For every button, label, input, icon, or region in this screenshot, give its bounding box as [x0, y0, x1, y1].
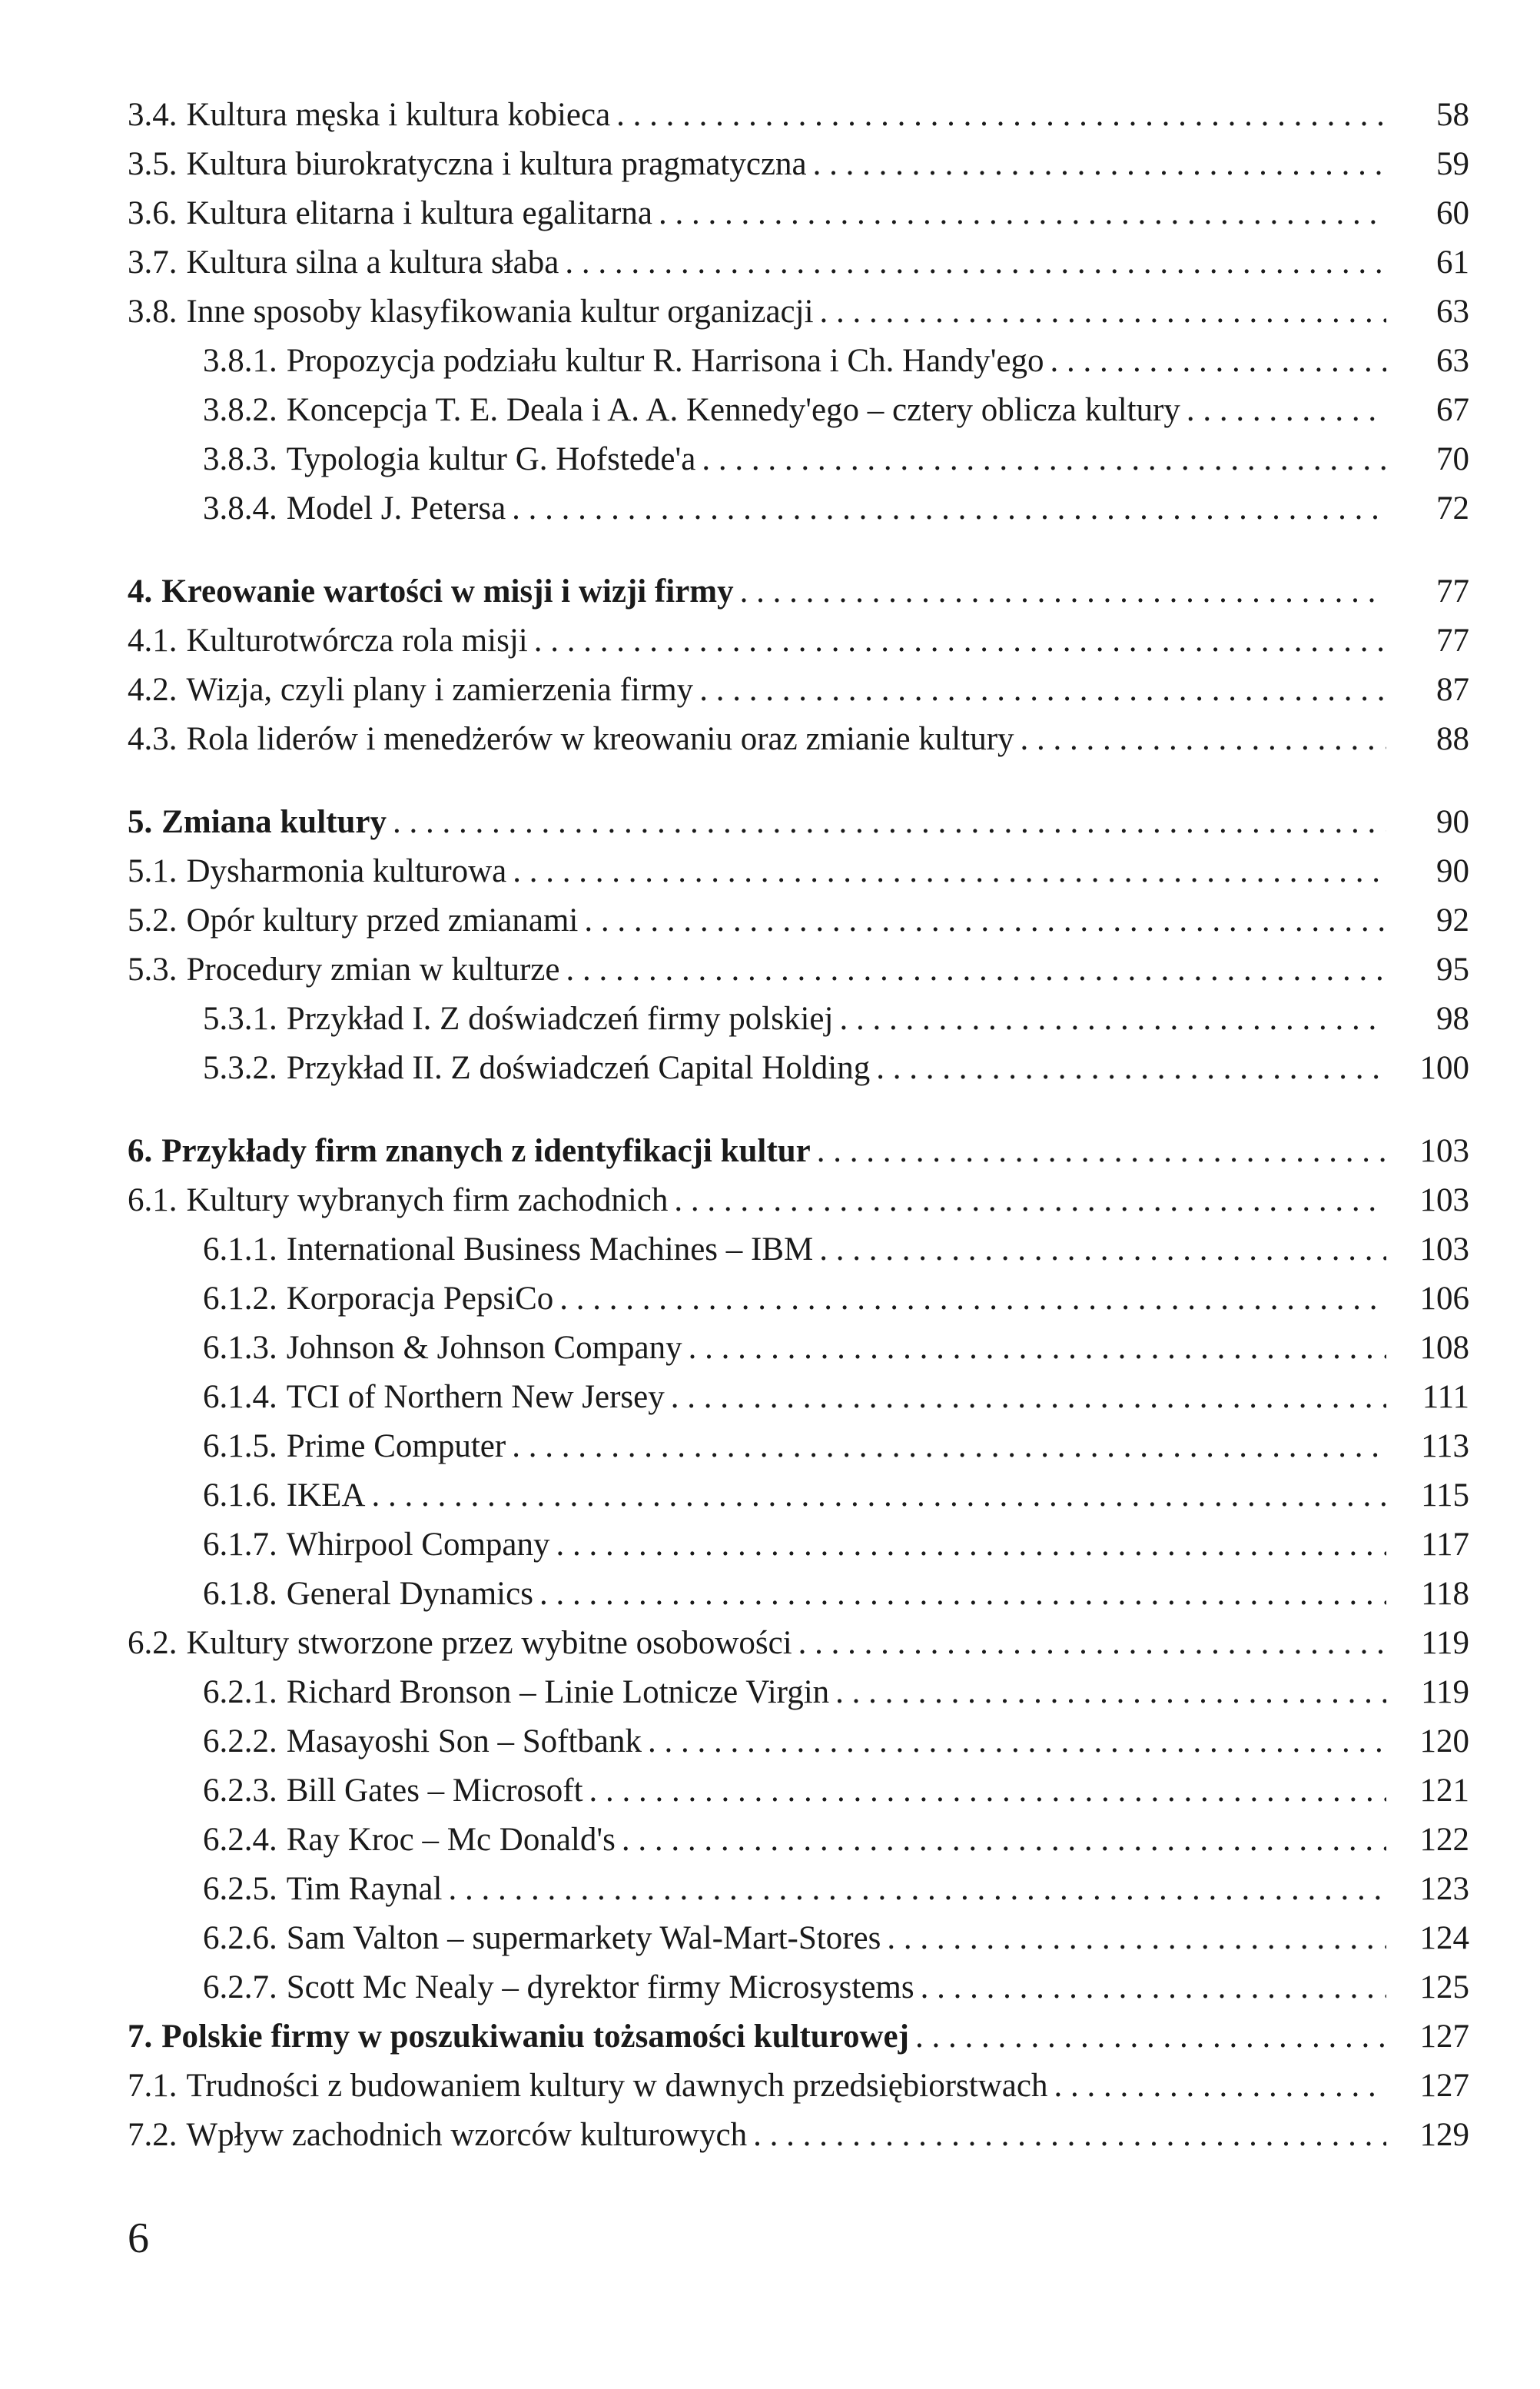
entry-page: 119	[1421, 1674, 1469, 1710]
entry-page: 58	[1436, 97, 1469, 133]
dot-leader	[813, 140, 1386, 189]
entry-number: 5.1.	[128, 853, 178, 889]
dot-leader	[915, 2012, 1386, 2062]
toc-entry	[128, 2111, 1469, 2160]
toc-subentry	[128, 1668, 1469, 1717]
dot-leader	[566, 945, 1386, 995]
entry-number: 4.	[128, 573, 153, 610]
toc-chapter	[128, 1127, 1469, 1176]
entry-page: 120	[1419, 1723, 1469, 1759]
entry-page: 98	[1436, 1001, 1469, 1037]
entry-number: 6.2.	[128, 1625, 178, 1661]
entry-number: 3.7.	[128, 244, 178, 281]
entry-number: 3.4.	[128, 97, 178, 133]
toc-subentry	[128, 435, 1469, 484]
toc-subentry	[128, 1865, 1469, 1914]
toc-subentry	[128, 1225, 1469, 1274]
toc-entry	[128, 287, 1469, 337]
entry-number: 4.1.	[128, 623, 178, 659]
entry-page: 90	[1436, 804, 1469, 840]
entry-page: 60	[1436, 195, 1469, 231]
toc-entry	[128, 896, 1469, 945]
toc-subentry	[128, 1373, 1469, 1422]
entry-title: Procedury zmian w kulturze	[186, 952, 560, 988]
dot-leader	[534, 616, 1386, 666]
dot-leader	[876, 1044, 1386, 1093]
dot-leader	[565, 238, 1386, 287]
dot-leader	[835, 1668, 1386, 1717]
entry-number: 6.2.6.	[203, 1920, 277, 1956]
toc-chapter	[128, 567, 1469, 616]
entry-number: 7.1.	[128, 2068, 178, 2104]
toc-subentry	[128, 1044, 1469, 1093]
dot-leader	[393, 798, 1386, 847]
dot-leader	[753, 2111, 1386, 2160]
dot-leader	[512, 484, 1386, 533]
toc-subentry	[128, 386, 1469, 435]
toc-subentry	[128, 1914, 1469, 1963]
entry-number: 6.1.1.	[203, 1231, 277, 1268]
dot-leader	[1054, 2062, 1386, 2111]
dot-leader	[1050, 337, 1386, 386]
dot-leader	[887, 1914, 1386, 1963]
entry-title: TCI of Northern New Jersey	[286, 1379, 665, 1415]
entry-number: 5.3.	[128, 952, 178, 988]
entry-number: 6.2.1.	[203, 1674, 277, 1710]
page-number: 6	[128, 2215, 149, 2262]
entry-title: Kulturotwórcza rola misji	[186, 623, 528, 659]
entry-page: 121	[1419, 1773, 1469, 1809]
entry-number: 3.8.3.	[203, 441, 277, 477]
dot-leader	[513, 847, 1386, 896]
entry-title: Typologia kultur G. Hofstede'a	[286, 441, 696, 477]
table-of-contents	[128, 91, 1469, 2160]
entry-title: Wizja, czyli plany i zamierzenia firmy	[186, 672, 694, 708]
toc-entry	[128, 847, 1469, 896]
entry-title: Przykłady firm znanych z identyfikacji kultur	[161, 1133, 811, 1169]
entry-page: 129	[1419, 2117, 1469, 2153]
entry-title: International Business Machines – IBM	[286, 1231, 814, 1268]
entry-number: 5.3.2.	[203, 1050, 277, 1086]
toc-entry	[128, 945, 1469, 995]
toc-subentry	[128, 1766, 1469, 1816]
entry-title: Johnson & Johnson Company	[286, 1330, 682, 1366]
entry-title: General Dynamics	[286, 1576, 533, 1612]
toc-entry	[128, 715, 1469, 764]
entry-number: 6.1.	[128, 1182, 178, 1218]
entry-page: 63	[1436, 343, 1469, 379]
dot-leader	[671, 1373, 1386, 1422]
dot-leader	[820, 287, 1386, 337]
entry-title: Scott Mc Nealy – dyrektor firmy Microsystems	[286, 1969, 914, 2005]
toc-subentry	[128, 1471, 1469, 1520]
entry-number: 5.	[128, 804, 153, 840]
entry-number: 6.1.2.	[203, 1281, 277, 1317]
entry-number: 3.6.	[128, 195, 178, 231]
dot-leader	[512, 1422, 1386, 1471]
entry-title: Bill Gates – Microsoft	[286, 1773, 583, 1809]
entry-title: Kultura męska i kultura kobieca	[186, 97, 611, 133]
entry-title: Kultury wybranych firm zachodnich	[186, 1182, 669, 1218]
toc-entry	[128, 140, 1469, 189]
toc-subentry	[128, 995, 1469, 1044]
entry-title: Koncepcja T. E. Deala i A. A. Kennedy'ego – cztery oblicza kultury	[286, 392, 1180, 428]
entry-title: Dysharmonia kulturowa	[186, 853, 507, 889]
entry-title: Przykład II. Z doświadczeń Capital Holding	[286, 1050, 871, 1086]
entry-page: 90	[1436, 853, 1469, 889]
entry-title: Richard Bronson – Linie Lotnicze Virgin	[286, 1674, 830, 1710]
entry-page: 118	[1421, 1576, 1469, 1612]
entry-page: 111	[1422, 1379, 1469, 1415]
entry-number: 6.1.5.	[203, 1428, 277, 1464]
entry-title: Whirpool Company	[286, 1527, 550, 1563]
entry-page: 124	[1419, 1920, 1469, 1956]
toc-chapter	[128, 798, 1469, 847]
entry-number: 3.8.2.	[203, 392, 277, 428]
toc-subentry	[128, 1324, 1469, 1373]
entry-number: 3.8.4.	[203, 490, 277, 527]
entry-page: 72	[1436, 490, 1469, 527]
entry-title: Kultury stworzone przez wybitne osobowości	[186, 1625, 792, 1661]
dot-leader	[659, 189, 1386, 238]
entry-number: 6.1.7.	[203, 1527, 277, 1563]
toc-entry	[128, 189, 1469, 238]
entry-page: 100	[1419, 1050, 1469, 1086]
entry-number: 7.2.	[128, 2117, 178, 2153]
entry-page: 77	[1436, 573, 1469, 610]
entry-title: Masayoshi Son – Softbank	[286, 1723, 642, 1759]
dot-leader	[371, 1471, 1386, 1520]
entry-page: 92	[1436, 902, 1469, 939]
toc-entry	[128, 91, 1469, 140]
entry-title: Kultura elitarna i kultura egalitarna	[186, 195, 653, 231]
entry-page: 77	[1436, 623, 1469, 659]
toc-entry	[128, 1619, 1469, 1668]
dot-leader	[448, 1865, 1386, 1914]
entry-title: Kreowanie wartości w misji i wizji firmy	[161, 573, 734, 610]
entry-number: 3.8.	[128, 294, 178, 330]
entry-page: 108	[1419, 1330, 1469, 1366]
dot-leader	[1187, 386, 1386, 435]
entry-title: Propozycja podziału kultur R. Harrisona i Ch. Handy'ego	[286, 343, 1044, 379]
entry-number: 5.3.1.	[203, 1001, 277, 1037]
dot-leader	[559, 1274, 1386, 1324]
toc-subentry	[128, 1570, 1469, 1619]
entry-page: 70	[1436, 441, 1469, 477]
entry-title: Tim Raynal	[286, 1871, 443, 1907]
entry-number: 3.8.1.	[203, 343, 277, 379]
toc-subentry	[128, 337, 1469, 386]
toc-subentry	[128, 1963, 1469, 2012]
toc-subentry	[128, 1717, 1469, 1766]
toc-subentry	[128, 1520, 1469, 1570]
entry-number: 6.1.6.	[203, 1477, 277, 1513]
entry-title: Sam Valton – supermarkety Wal-Mart-Stores	[286, 1920, 881, 1956]
entry-title: Polskie firmy w poszukiwaniu tożsamości kulturowej	[161, 2019, 909, 2055]
entry-page: 106	[1419, 1281, 1469, 1317]
dot-leader	[539, 1570, 1386, 1619]
entry-title: Zmiana kultury	[161, 804, 387, 840]
dot-leader	[556, 1520, 1386, 1570]
entry-page: 113	[1421, 1428, 1469, 1464]
dot-leader	[589, 1766, 1386, 1816]
entry-page: 59	[1436, 146, 1469, 182]
entry-page: 87	[1436, 672, 1469, 708]
entry-page: 95	[1436, 952, 1469, 988]
dot-leader	[817, 1127, 1386, 1176]
entry-number: 6.2.2.	[203, 1723, 277, 1759]
dot-leader	[699, 666, 1386, 715]
entry-number: 6.2.4.	[203, 1822, 277, 1858]
entry-title: Rola liderów i menedżerów w kreowaniu oraz zmianie kultury	[186, 721, 1014, 757]
dot-leader	[921, 1963, 1386, 2012]
toc-entry	[128, 1176, 1469, 1225]
entry-number: 7.	[128, 2019, 153, 2055]
entry-number: 6.	[128, 1133, 153, 1169]
toc-subentry	[128, 1816, 1469, 1865]
entry-page: 122	[1419, 1822, 1469, 1858]
dot-leader	[740, 567, 1386, 616]
toc-subentry	[128, 1422, 1469, 1471]
entry-title: Przykład I. Z doświadczeń firmy polskiej	[286, 1001, 834, 1037]
dot-leader	[648, 1717, 1386, 1766]
entry-number: 3.5.	[128, 146, 178, 182]
entry-page: 103	[1419, 1231, 1469, 1268]
toc-chapter	[128, 2012, 1469, 2062]
dot-leader	[689, 1324, 1386, 1373]
toc-entry	[128, 616, 1469, 666]
entry-page: 61	[1436, 244, 1469, 281]
entry-number: 6.1.3.	[203, 1330, 277, 1366]
entry-title: Wpływ zachodnich wzorców kulturowych	[186, 2117, 748, 2153]
entry-title: Opór kultury przed zmianami	[186, 902, 579, 939]
dot-leader	[584, 896, 1386, 945]
toc-subentry	[128, 484, 1469, 533]
entry-title: Ray Kroc – Mc Donald's	[286, 1822, 616, 1858]
entry-number: 6.2.3.	[203, 1773, 277, 1809]
entry-number: 6.1.8.	[203, 1576, 277, 1612]
entry-page: 119	[1421, 1625, 1469, 1661]
toc-entry	[128, 238, 1469, 287]
toc-entry	[128, 2062, 1469, 2111]
entry-title: Korporacja PepsiCo	[286, 1281, 554, 1317]
entry-page: 103	[1419, 1133, 1469, 1169]
entry-page: 125	[1419, 1969, 1469, 2005]
entry-title: Prime Computer	[286, 1428, 506, 1464]
dot-leader	[674, 1176, 1386, 1225]
toc-subentry	[128, 1274, 1469, 1324]
entry-page: 103	[1419, 1182, 1469, 1218]
entry-number: 4.3.	[128, 721, 178, 757]
dot-leader	[839, 995, 1386, 1044]
entry-number: 6.1.4.	[203, 1379, 277, 1415]
entry-number: 6.2.5.	[203, 1871, 277, 1907]
entry-page: 117	[1421, 1527, 1469, 1563]
entry-number: 6.2.7.	[203, 1969, 277, 2005]
entry-number: 5.2.	[128, 902, 178, 939]
entry-page: 127	[1419, 2068, 1469, 2104]
entry-number: 4.2.	[128, 672, 178, 708]
entry-page: 67	[1436, 392, 1469, 428]
dot-leader	[819, 1225, 1386, 1274]
entry-page: 115	[1421, 1477, 1469, 1513]
entry-page: 88	[1436, 721, 1469, 757]
dot-leader	[798, 1619, 1386, 1668]
dot-leader	[622, 1816, 1386, 1865]
entry-title: Trudności z budowaniem kultury w dawnych przedsiębiorstwach	[186, 2068, 1048, 2104]
dot-leader	[1021, 715, 1386, 764]
entry-page: 127	[1419, 2019, 1469, 2055]
entry-page: 63	[1436, 294, 1469, 330]
dot-leader	[702, 435, 1386, 484]
entry-title: Kultura biurokratyczna i kultura pragmatyczna	[186, 146, 807, 182]
entry-title: IKEA	[286, 1477, 366, 1513]
entry-page: 123	[1419, 1871, 1469, 1907]
toc-entry	[128, 666, 1469, 715]
entry-title: Model J. Petersa	[286, 490, 506, 527]
dot-leader	[616, 91, 1386, 140]
entry-title: Kultura silna a kultura słaba	[186, 244, 559, 281]
entry-title: Inne sposoby klasyfikowania kultur organizacji	[186, 294, 814, 330]
